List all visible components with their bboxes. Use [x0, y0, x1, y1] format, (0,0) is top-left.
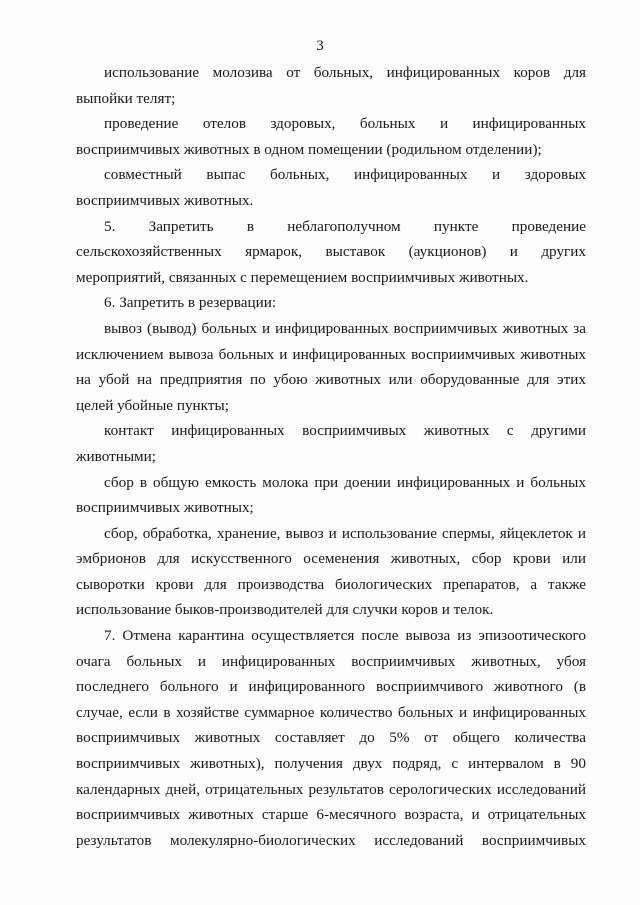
text-line: животными;: [76, 447, 157, 465]
page-number: 3: [316, 38, 324, 54]
text-line: сыворотки крови для производства биологических препаратов, а также: [76, 575, 586, 593]
text-line: использование быков-производителей для случки коров и телок.: [76, 601, 494, 619]
text-line: восприимчивых животных старше 6-месячного возраста, и отрицательных: [76, 806, 586, 824]
text-line: использование молозива от больных, инфицированных коров для: [104, 64, 586, 81]
text-line: 5. Запретить в неблагополучном пункте проведение: [104, 217, 586, 235]
text-line: восприимчивых животных;: [76, 499, 254, 517]
text-line: сельскохозяйственных ярмарок, выставок (аукционов) и других: [76, 243, 586, 261]
text-line: последнего больного и инфицированного восприимчивого животного (в: [76, 678, 586, 696]
text-line: восприимчивых животных.: [76, 191, 254, 209]
text-line: проведение отелов здоровых, больных и инфицированных: [104, 115, 586, 133]
document-body: [76, 60, 586, 853]
text-line: 7. Отмена карантина осуществляется после вывоза из эпизоотического: [104, 627, 586, 645]
text-line: восприимчивых животных), получения двух подряд, с интервалом в 90: [76, 755, 586, 773]
text-line: восприимчивых животных в одном помещении (родильном отделении);: [76, 140, 542, 158]
text-line: мероприятий, связанных с перемещением восприимчивых животных.: [76, 268, 529, 286]
text-line: очага больных и инфицированных восприимчивых животных, убоя: [76, 652, 586, 670]
text-line: эмбрионов для искусственного осеменения животных, сбор крови или: [76, 550, 586, 568]
text-line: целей убойные пункты;: [76, 396, 229, 414]
text-line: на убой на предприятия по убою животных или оборудованные для этих: [76, 371, 586, 389]
text-line: выпойки телят;: [76, 89, 176, 107]
text-line: сбор, обработка, хранение, вывоз и использование спермы, яйцеклеток и: [104, 524, 586, 542]
text-line: контакт инфицированных восприимчивых животных с другими: [104, 422, 586, 440]
text-line: совместный выпас больных, инфицированных и здоровых: [104, 166, 586, 184]
text-line: восприимчивых животных составляет до 5% от общего количества: [76, 729, 586, 747]
text-line: вывоз (вывод) больных и инфицированных восприимчивых животных за: [104, 319, 586, 337]
text-line: результатов молекулярно-биологических исследований восприимчивых: [76, 831, 586, 849]
text-line: сбор в общую емкость молока при доении инфицированных и больных: [104, 473, 586, 491]
text-line: календарных дней, отрицательных результатов серологических исследований: [76, 780, 586, 798]
text-line: исключением вывоза больных и инфицированных восприимчивых животных: [76, 345, 586, 363]
text-line: случае, если в хозяйстве суммарное количество больных и инфицированных: [76, 703, 586, 721]
text-line: 6. Запретить в резервации:: [104, 294, 277, 312]
